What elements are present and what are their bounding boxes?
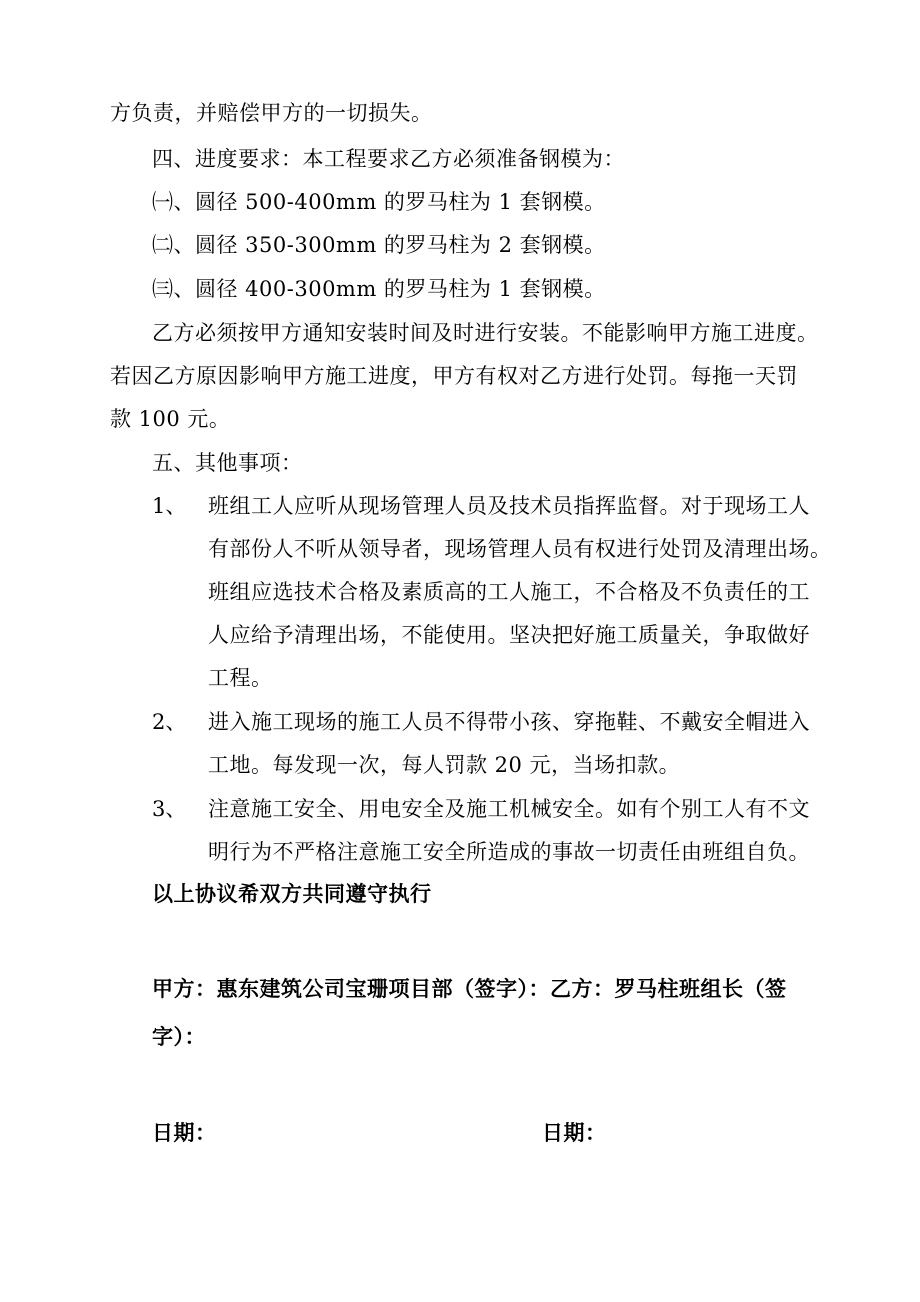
section5-heading: 五、其他事项：	[152, 451, 303, 475]
section5-item-1-line-3: 班组应选技术合格及素质高的工人施工，不合格及不负责任的工	[208, 580, 810, 604]
signature-line-2: 字）：	[152, 1025, 206, 1049]
section5-item-3-line-2: 明行为不严格注意施工安全所造成的事故一切责任由班组自负。	[208, 840, 810, 864]
section5-item-1-line-1: 班组工人应听从现场管理人员及技术员指挥监督。对于现场工人	[208, 494, 810, 518]
date-label-party-a: 日期：	[152, 1121, 217, 1145]
section4-para-line-1: 乙方必须按甲方通知安装时间及时进行安装。不能影响甲方施工进度。	[152, 321, 819, 345]
section4-para-line-3: 款 100 元。	[110, 407, 231, 431]
signature-line-1: 甲方：惠东建筑公司宝珊项目部（签字）：乙方：罗马柱班组长（签	[152, 977, 787, 1001]
date-label-party-b: 日期：	[542, 1121, 607, 1145]
section5-item-3-number: 3、	[152, 797, 187, 821]
section4-heading: 四、进度要求：本工程要求乙方必须准备钢模为：	[152, 147, 625, 171]
section5-item-1-line-5: 工程。	[208, 666, 273, 690]
section4-item-3: ㈢、圆径 400-300mm 的罗马柱为 1 套钢模。	[152, 277, 606, 301]
section4-item-2: ㈡、圆径 350-300mm 的罗马柱为 2 套钢模。	[152, 233, 606, 257]
section5-item-2-number: 2、	[152, 710, 187, 734]
section5-item-1-line-2: 有部份人不听从领导者，现场管理人员有权进行处罚及清理出场。	[208, 537, 832, 561]
section5-item-2-line-2: 工地。每发现一次，每人罚款 20 元，当场扣款。	[208, 753, 681, 777]
prev-section-tail: 方负责，并赔偿甲方的一切损失。	[110, 101, 433, 125]
section5-item-1-line-4: 人应给予清理出场，不能使用。坚决把好施工质量关，争取做好	[208, 623, 810, 647]
section5-item-3-line-1: 注意施工安全、用电安全及施工机械安全。如有个别工人有不文	[208, 797, 810, 821]
section4-item-1: ㈠、圆径 500-400mm 的罗马柱为 1 套钢模。	[152, 190, 606, 214]
closing-statement: 以上协议希双方共同遵守执行	[152, 882, 432, 906]
section5-item-2-line-1: 进入施工现场的施工人员不得带小孩、穿拖鞋、不戴安全帽进入	[208, 710, 810, 734]
section4-para-line-2: 若因乙方原因影响甲方施工进度，甲方有权对乙方进行处罚。每拖一天罚	[110, 364, 798, 388]
section5-item-1-number: 1、	[152, 494, 187, 518]
